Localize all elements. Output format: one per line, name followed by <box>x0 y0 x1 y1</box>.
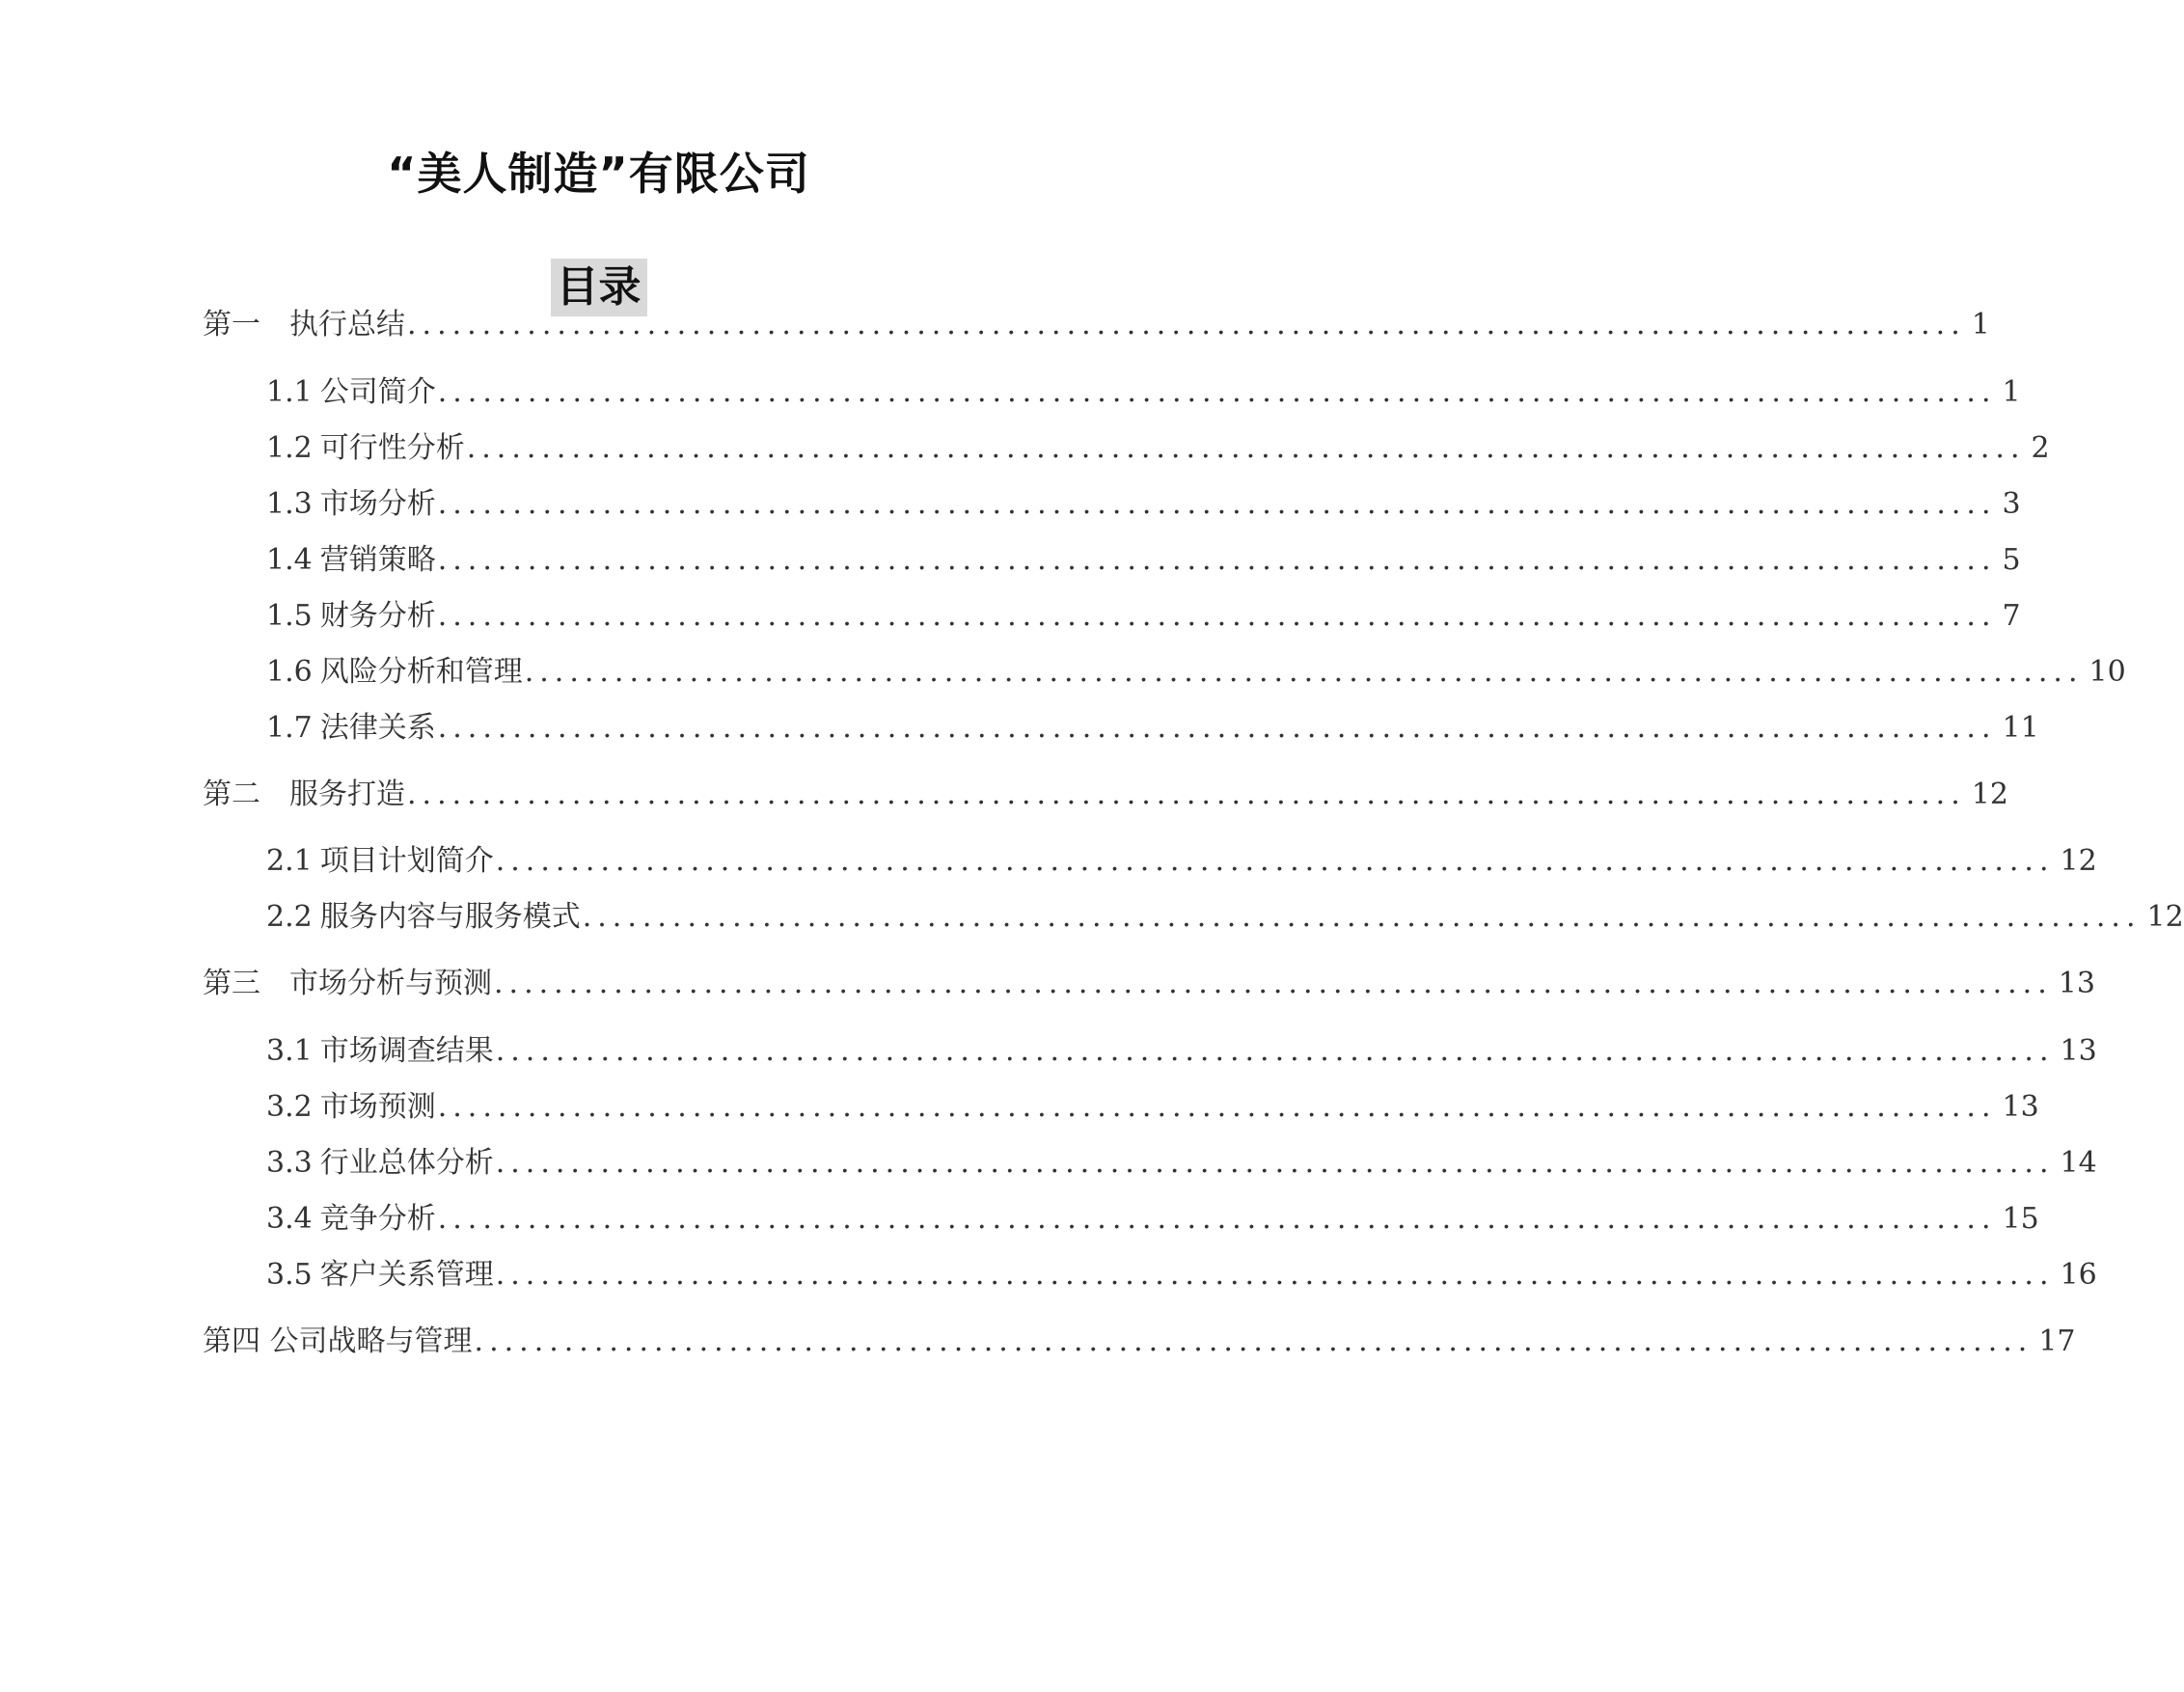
toc-entry-label: 可行性分析 <box>319 431 465 465</box>
toc-entry-1-1[interactable] <box>266 373 2021 412</box>
toc-entry-page: 12 <box>2060 844 2097 878</box>
toc-dot-leader: ........................................................................................................ <box>437 1202 1997 1236</box>
toc-entry-number: 1.6 <box>266 655 313 689</box>
toc-entry-page: 13 <box>2060 1034 2097 1068</box>
toc-entry-1-2[interactable] <box>266 429 2050 468</box>
toc-entry-label: 市场调查结果 <box>319 1034 494 1068</box>
toc-entry-number: 1.3 <box>266 487 313 521</box>
toc-entry-gap <box>260 1323 270 1361</box>
toc-entry-label: 风险分析和管理 <box>319 655 523 689</box>
toc-entry-gap <box>260 965 289 1003</box>
toc-dot-leader: ........................................................................................................ <box>437 599 1997 633</box>
toc-entry-chapter-2[interactable] <box>203 776 2008 814</box>
toc-entry-label: 执行总结 <box>289 308 405 341</box>
toc-entry-page: 3 <box>2002 487 2021 521</box>
toc-entry-number: 3.2 <box>266 1090 313 1124</box>
toc-heading: 目录 <box>551 259 647 316</box>
toc-entry-page: 12 <box>2146 900 2184 934</box>
toc-dot-leader: ........................................................................................................ <box>437 711 1997 745</box>
toc-entry-label: 财务分析 <box>319 599 436 633</box>
toc-entry-page: 13 <box>2002 1090 2039 1124</box>
toc-entry-3-3[interactable] <box>266 1144 2097 1183</box>
toc-dot-leader: ........................................................................................................ <box>524 655 2084 689</box>
toc-entry-chapter-3[interactable] <box>203 965 2095 1003</box>
toc-dot-leader: ........................................................................................................ <box>495 844 2055 878</box>
toc-entry-number: 第四 <box>203 1324 260 1358</box>
toc-entry-gap <box>260 306 289 344</box>
toc-entry-1-3[interactable] <box>266 485 2021 524</box>
toc-dot-leader: ........................................................................................................ <box>495 1258 2055 1292</box>
toc-entry-1-4[interactable] <box>266 541 2021 580</box>
toc-dot-leader: ........................................................................................................ <box>495 1034 2055 1068</box>
toc-entry-label: 市场分析与预测 <box>289 967 492 1000</box>
toc-entry-page: 10 <box>2088 655 2126 689</box>
toc-dot-leader: ........................................................................................................ <box>474 1324 2034 1358</box>
toc-dot-leader: ........................................................................................................ <box>495 1146 2055 1180</box>
toc-dot-leader: ........................................................................................................ <box>407 308 1966 341</box>
toc-entry-chapter-4[interactable] <box>203 1323 2076 1361</box>
toc-entry-number: 3.3 <box>266 1146 313 1180</box>
toc-entry-page: 15 <box>2002 1202 2039 1236</box>
toc-entry-page: 7 <box>2002 599 2021 633</box>
toc-dot-leader: ........................................................................................................ <box>407 778 1966 811</box>
toc-entry-page: 11 <box>2002 711 2039 745</box>
toc-entry-page: 1 <box>2002 375 2021 409</box>
toc-entry-gap <box>260 776 289 814</box>
toc-entry-number: 第二 <box>203 778 260 811</box>
toc-entry-page: 17 <box>2038 1324 2076 1358</box>
toc-entry-number: 1.2 <box>266 431 313 465</box>
toc-entry-number: 3.5 <box>266 1258 313 1292</box>
toc-entry-label: 营销策略 <box>319 543 436 577</box>
toc-entry-page: 5 <box>2002 543 2021 577</box>
toc-entry-1-6[interactable] <box>266 653 2126 692</box>
toc-entry-label: 竞争分析 <box>319 1202 436 1236</box>
toc-entry-label: 市场预测 <box>319 1090 436 1124</box>
toc-entry-number: 1.4 <box>266 543 313 577</box>
toc-dot-leader: ........................................................................................................ <box>437 1090 1997 1124</box>
toc-entry-2-2[interactable] <box>266 898 2184 937</box>
toc-entry-page: 12 <box>1971 778 2008 811</box>
toc-entry-label: 公司战略与管理 <box>269 1324 473 1358</box>
toc-entry-number: 1.7 <box>266 711 313 745</box>
document-title: “美人制造”有限公司 <box>387 148 810 200</box>
toc-entry-label: 公司简介 <box>319 375 436 409</box>
toc-dot-leader: ........................................................................................................ <box>466 431 2026 465</box>
toc-entry-3-4[interactable] <box>266 1200 2039 1239</box>
toc-entry-number: 2.1 <box>266 844 313 878</box>
toc-entry-number: 3.1 <box>266 1034 313 1068</box>
toc-entry-1-7[interactable] <box>266 709 2039 748</box>
toc-entry-label: 项目计划简介 <box>319 844 494 878</box>
toc-entry-label: 服务内容与服务模式 <box>319 900 581 934</box>
toc-dot-leader: ........................................................................................................ <box>437 543 1997 577</box>
toc-entry-label: 法律关系 <box>319 711 436 745</box>
toc-entry-number: 第三 <box>203 967 260 1000</box>
toc-entry-number: 2.2 <box>266 900 313 934</box>
toc-entry-1-5[interactable] <box>266 597 2021 636</box>
toc-entry-3-2[interactable] <box>266 1088 2039 1127</box>
toc-entry-label: 服务打造 <box>289 778 405 811</box>
toc-entry-number: 第一 <box>203 308 260 341</box>
toc-entry-label: 市场分析 <box>319 487 436 521</box>
toc-entry-number: 1.1 <box>266 375 313 409</box>
toc-dot-leader: ........................................................................................................ <box>582 900 2142 934</box>
toc-entry-label: 客户关系管理 <box>319 1258 494 1292</box>
toc-dot-leader: ........................................................................................................ <box>437 487 1997 521</box>
toc-entry-page: 16 <box>2060 1258 2097 1292</box>
toc-entry-label: 行业总体分析 <box>319 1146 494 1180</box>
toc-entry-3-5[interactable] <box>266 1256 2097 1295</box>
toc-entry-2-1[interactable] <box>266 842 2097 881</box>
toc-entry-3-1[interactable] <box>266 1032 2097 1071</box>
toc-entry-page: 13 <box>2058 967 2095 1000</box>
toc-entry-number: 3.4 <box>266 1202 313 1236</box>
toc-dot-leader: ........................................................................................................ <box>437 375 1997 409</box>
toc-entry-chapter-1[interactable] <box>203 306 1990 344</box>
toc-entry-page: 1 <box>1971 308 1990 341</box>
toc-entry-page: 2 <box>2031 431 2050 465</box>
toc-entry-page: 14 <box>2060 1146 2097 1180</box>
toc-entry-number: 1.5 <box>266 599 313 633</box>
toc-dot-leader: ........................................................................................................ <box>494 967 2053 1000</box>
